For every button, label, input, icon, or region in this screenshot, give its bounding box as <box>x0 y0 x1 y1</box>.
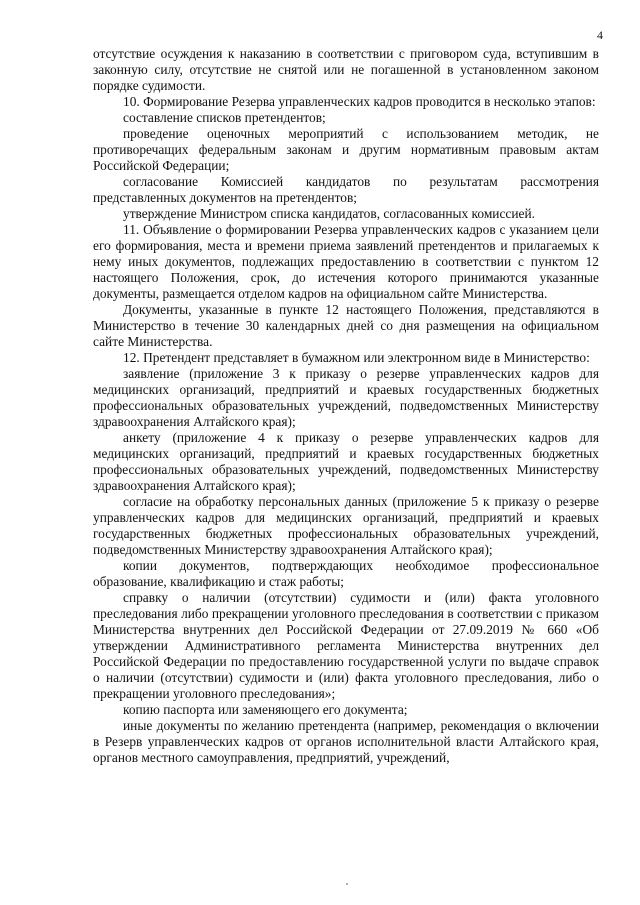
paragraph: 12. Претендент представляет в бумажном или электронном виде в Министерство: <box>123 350 590 365</box>
paragraph: 11. Объявление о формировании Резерва управленческих кадров с указанием цели его формирования, места и времени приема заявлений претендентов и прилагаемых к нему иных документов, подлежащих предоставлению в соответствии с пунктом 12 настоящего Положения, срок, до истечения которого принимаются указанные документы, размещается отделом кадров на официальном сайте Министерства. <box>93 222 599 301</box>
paragraph: справку о наличии (отсутствии) судимости и (или) факта уголовного преследования либо прекращении уголовного преследования в соответствии с приказом Министерства внутренних дел Российской Федерации от 27.09.2019 № 660 «Об утверждении Административного регламента Министерства внутренних дел Российской Федерации по предоставлению государственной услуги по выдаче справок о наличии (отсутствии) судимости и (или) факта уголовного преследования, либо о прекращении уголовного преследования»; <box>93 590 599 701</box>
paragraph: Документы, указанные в пункте 12 настоящего Положения, представляются в Министерство в течение 30 календарных дней со дня размещения на официальном сайте Министерства. <box>93 302 599 349</box>
paragraph: 10. Формирование Резерва управленческих кадров проводится в несколько этапов: <box>123 94 596 109</box>
paragraph: согласование Комиссией кандидатов по результатам рассмотрения представленных документов на претендентов; <box>93 174 599 205</box>
paragraph: заявление (приложение 3 к приказу о резерве управленческих кадров для медицинских организаций, предприятий и краевых государственных бюджетных профессиональных образовательных учреждений, подведомственных Министерству здравоохранения Алтайского края); <box>93 366 599 429</box>
paragraph: отсутствие осуждения к наказанию в соответствии с приговором суда, вступившим в законную силу, отсутствие не снятой или не погашенной в установленном законом порядке судимости. <box>93 46 599 93</box>
paragraph: утверждение Министром списка кандидатов, согласованных комиссией. <box>123 206 535 221</box>
paragraph: проведение оценочных мероприятий с использованием методик, не противоречащих федеральным законам и другим нормативным правовым актам Российской Федерации; <box>93 126 599 173</box>
paragraph: анкету (приложение 4 к приказу о резерве управленческих кадров для медицинских организаций, предприятий и краевых государственных бюджетных профессиональных образовательных учреждений, подведомственных Министерству здравоохранения Алтайского края); <box>93 430 599 493</box>
paragraph: согласие на обработку персональных данных (приложение 5 к приказу о резерве управленческих кадров для медицинских организаций, предприятий и краевых государственных бюджетных профессиональных образовательных учреждений, подведомственных Министерству здравоохранения Алтайского края); <box>93 494 599 557</box>
paragraph: копию паспорта или заменяющего его документа; <box>123 702 408 717</box>
paragraph: копии документов, подтверждающих необходимое профессиональное образование, квалификацию и стаж работы; <box>93 558 599 589</box>
paragraph: составление списков претендентов; <box>123 110 326 125</box>
page-number: 4 <box>597 28 603 42</box>
document-body <box>93 46 599 766</box>
scan-dot <box>346 883 348 885</box>
paragraph: иные документы по желанию претендента (например, рекомендация о включении в Резерв управленческих кадров от органов исполнительной власти Алтайского края, органов местного самоуправления, предприятий, учреждений, <box>93 718 599 765</box>
